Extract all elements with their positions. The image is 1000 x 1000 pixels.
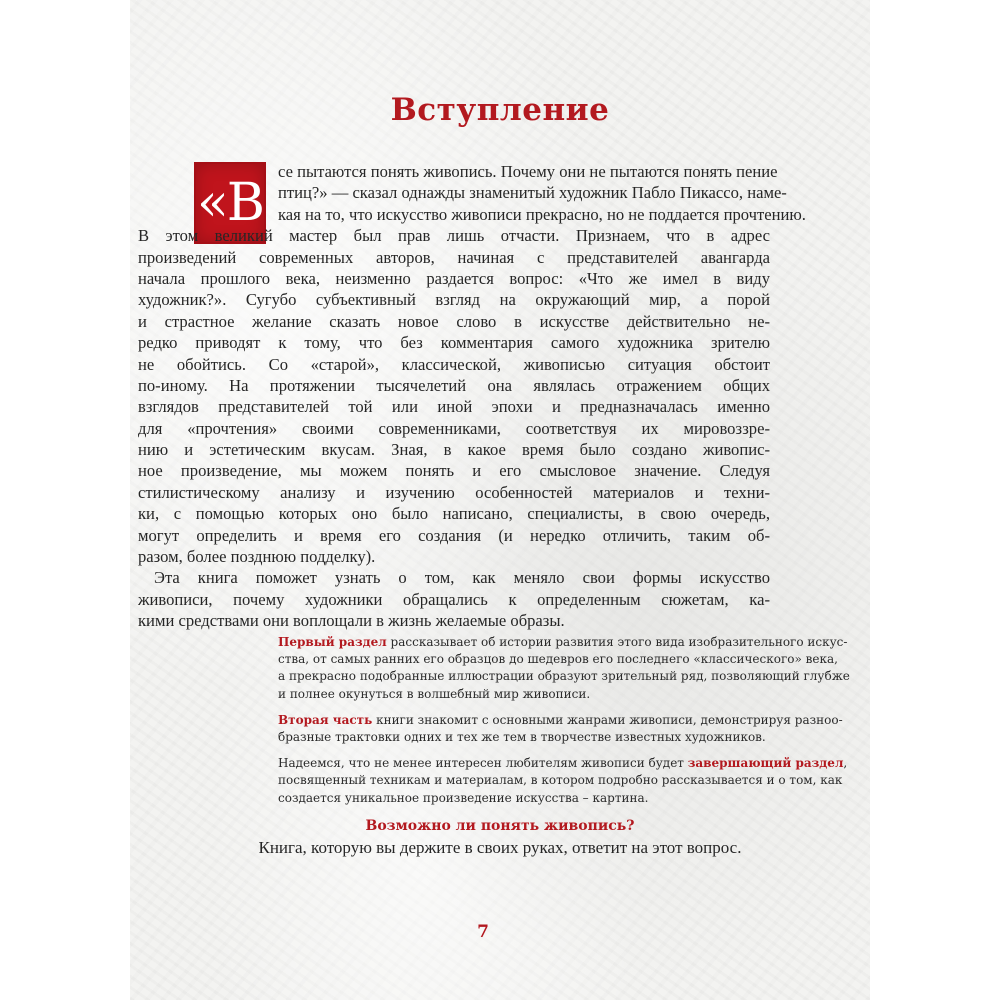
second-paragraph-line: Эта книга поможет узнать о том, как меняло свои формы искусство xyxy=(154,568,770,588)
summary-line: книги знакомит с основными жанрами живописи, демонстрируя разноо- xyxy=(372,712,843,727)
intro-line: редко приводят к тому, что без комментария самого художника зрителю xyxy=(138,333,770,353)
intro-line: ное произведение, мы можем понять и его смысловое значение. Следуя xyxy=(138,461,770,481)
summary-line: Надеемся, что не менее интересен любителям живописи будет xyxy=(278,756,688,771)
book-sections-summary xyxy=(278,634,850,816)
summary-line: бразные трактовки одних и тех же тем в творчестве известных художников. xyxy=(278,729,766,744)
summary-line: а прекрасно подобранные иллюстрации образуют зрительный ряд, позволяющий глубже xyxy=(278,669,850,684)
intro-line: произведений современных авторов, начиная с представителей авангарда xyxy=(138,247,770,267)
book-page xyxy=(130,0,870,1000)
summary-line: и полнее окунуться в волшебный мир живописи. xyxy=(278,686,591,701)
intro-line: стилистическому анализу и изучению особенностей материалов и техни- xyxy=(138,482,770,502)
intro-line: и страстное желание сказать новое слово в искусстве действительно не- xyxy=(138,311,770,331)
closing-answer: Книга, которую вы держите в своих руках, ответит на этот вопрос. xyxy=(258,838,742,857)
summary-paragraph-second-part xyxy=(278,712,843,746)
intro-line: по-иному. На протяжении тысячелетий она являлась отражением общих xyxy=(138,375,770,395)
summary-line: создается уникальное произведение искусства – картина. xyxy=(278,790,649,805)
summary-line: посвященный техникам и материалам, в котором подробно рассказывается и о том, как xyxy=(278,773,843,788)
summary-paragraph-final-section xyxy=(278,755,848,807)
page-title: Вступление xyxy=(390,92,610,128)
page-number: 7 xyxy=(477,922,489,942)
intro-line: птиц?» — сказал однажды знаменитый художник Пабло Пикассо, наме- xyxy=(278,183,787,203)
intro-line: взглядов представителей той или иной эпохи и предназначалась именно xyxy=(138,397,770,417)
intro-line: се пытаются понять живопись. Почему они не пытаются понять пение xyxy=(278,162,778,181)
intro-line: могут определить и время его создания (и нередко отличить, таким об- xyxy=(138,525,770,545)
summary-punctuation: , xyxy=(843,756,848,771)
second-part-highlight: Вторая часть xyxy=(278,712,373,727)
summary-line: рассказывает об истории развития этого вида изобразительного искус- xyxy=(386,635,848,649)
intro-line: разом, более позднюю подделку). xyxy=(138,547,376,567)
final-section-highlight: завершающий раздел xyxy=(687,756,844,771)
summary-paragraph-first-section xyxy=(278,634,850,703)
intro-line: не обойтись. Со «старой», классической, живописью ситуация обстоит xyxy=(138,354,770,374)
closing-question: Возможно ли понять живопись? xyxy=(365,818,635,834)
intro-line: В этом великий мастер был прав лишь отчасти. Признаем, что в адрес xyxy=(138,226,770,246)
intro-line: для «прочтения» своими современниками, соответствуя их мировоззре- xyxy=(138,418,770,438)
intro-text xyxy=(138,161,806,632)
second-paragraph-line: кими средствами они воплощали в жизнь желаемые образы. xyxy=(138,611,565,631)
drop-cap: «В xyxy=(194,162,266,244)
second-paragraph-line: живописи, почему художники обращались к определенным сюжетам, ка- xyxy=(138,589,770,609)
intro-line: художник?». Сугубо субъективный взгляд на окружающий мир, а порой xyxy=(138,290,770,310)
first-section-highlight: Первый раздел xyxy=(278,635,387,649)
intro-line: нию и эстетическим вкусам. Зная, в какое время было создано живопис- xyxy=(138,440,770,460)
summary-line: ства, от самых ранних его образцов до шедевров его последнего «классического» века, xyxy=(278,652,838,667)
intro-line: ки, с помощью которых оно было написано, специалисты, в свою очередь, xyxy=(138,504,770,524)
intro-line: кая на то, что искусство живописи прекрасно, но не поддается прочтению. xyxy=(278,204,806,224)
intro-line: начала прошлого века, неизменно раздается вопрос: «Что же имел в виду xyxy=(138,268,770,288)
